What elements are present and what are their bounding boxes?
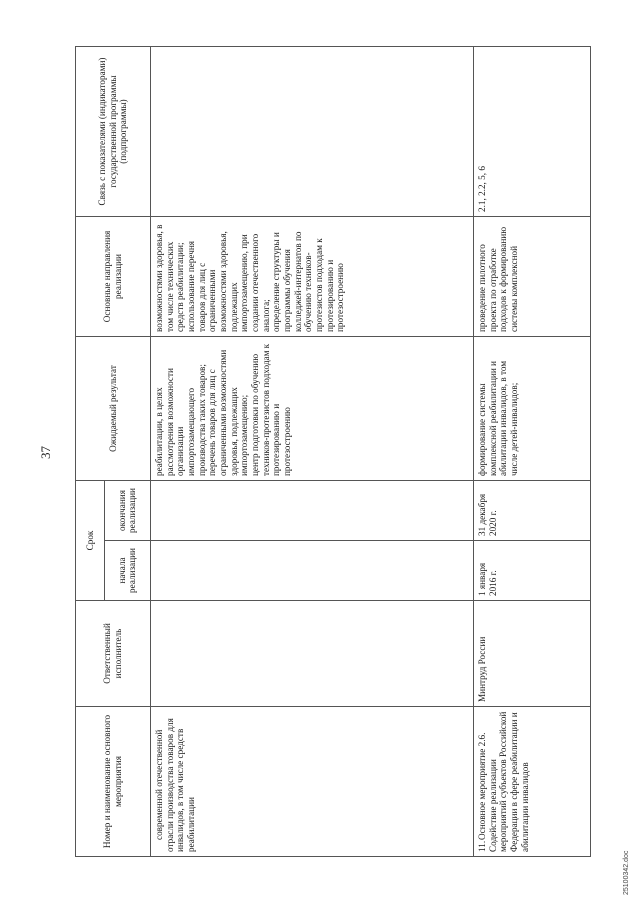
cell-directions: возможностями здоровья, в том числе технических средств реабилитации; использование перечня товаров для лиц с ограниченными возможностями здоровья, подлежащих импортозамещению, при создании отечественного аналога; определение структуры и программы обучения колледжей-интернатов по обучению техников-протезистов подходам к протезированию и протезостроению [151, 217, 474, 337]
cell-end: 31 декабря 2020 г. [474, 481, 591, 541]
header-executor: Ответственный исполнитель [76, 601, 151, 707]
cell-indicators-link: 2.1, 2.2, 5, 6 [474, 47, 591, 217]
header-start: начала реализации [104, 541, 150, 601]
header-row-1 [76, 47, 105, 857]
table-row [151, 47, 474, 857]
page-number: 37 [38, 446, 53, 459]
cell-expected-result: формирование системы комплексной реабилитации и абилитации инвалидов, в том числе детей-инвалидов; [474, 337, 591, 481]
document-code: 25100342.doc [623, 850, 630, 895]
cell-start: 1 января 2016 г. [474, 541, 591, 601]
header-indicators-link: Связь с показателями (индикаторами) государственной программы (подпрограммы) [76, 47, 151, 217]
cell-start [151, 541, 474, 601]
header-end: окончания реализации [104, 481, 150, 541]
header-term: Срок [76, 481, 105, 601]
cell-activity-text: современной отечественной отрасли производства товаров для инвалидов, в том числе средств реабилитации [154, 718, 197, 852]
header-directions: Основные направления реализации [76, 217, 151, 337]
activities-table [75, 46, 591, 857]
cell-executor [151, 601, 474, 707]
cell-end [151, 481, 474, 541]
header-activity-name: Номер и наименование основного мероприятия [76, 707, 151, 857]
cell-activity-name [474, 707, 591, 857]
header-expected-result: Ожидаемый результат [76, 337, 151, 481]
cell-directions: проведение пилотного проекта по отработке подходов к формированию системы комплексной [474, 217, 591, 337]
cell-activity-text: Основное мероприятие 2.6. Содействие реализации мероприятий субъектов Российской Федерации в сфере реабилитации и абилитации инвалидов [477, 711, 530, 852]
table-row [474, 47, 591, 857]
cell-activity-name [151, 707, 474, 857]
cell-executor: Минтруд России [474, 601, 591, 707]
cell-expected-result: реабилитации, в целях рассмотрения возможности организации импортозамещающего производства таких товаров; перечень товаров для лиц с ограниченными возможностями здоровья, подлежащих импортозамещению; центр подготовки по обучению техников-протезистов подходам к протезированию и протезостроению [151, 337, 474, 481]
cell-row-number: 11. [477, 840, 487, 852]
cell-indicators-link [151, 47, 474, 217]
